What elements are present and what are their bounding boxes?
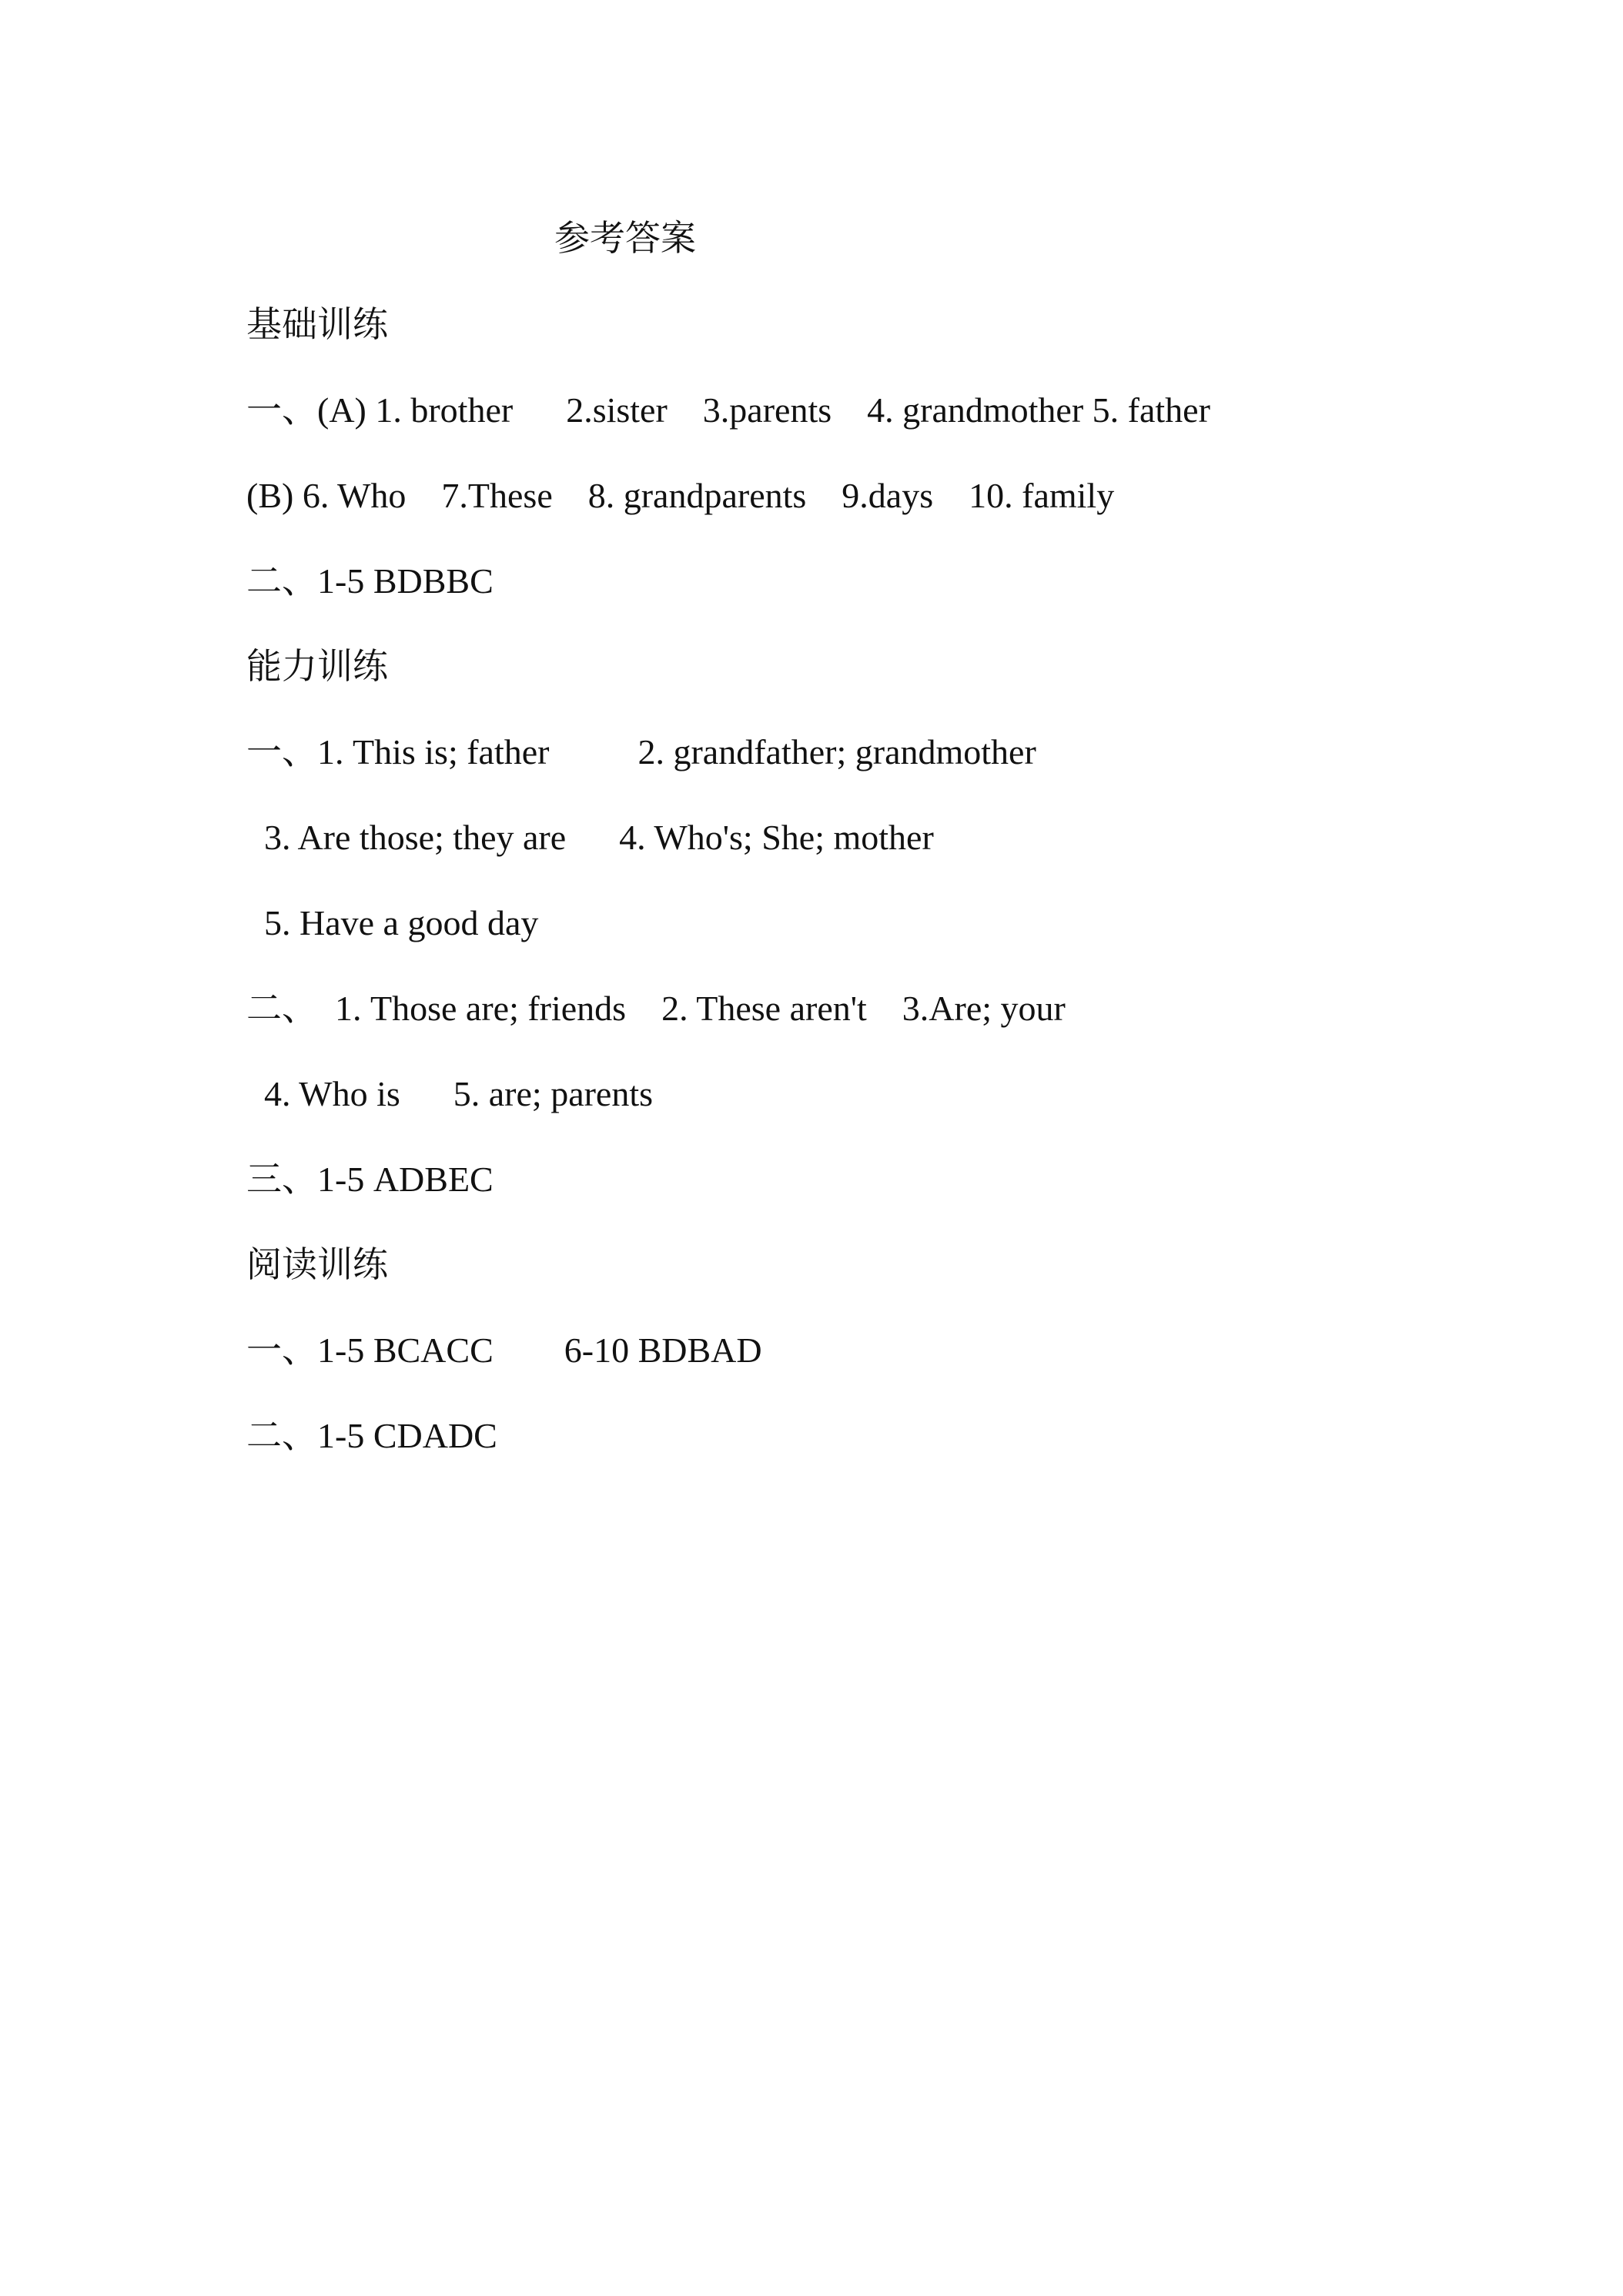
answer-line: 一、(A) 1. brother 2.sister 3.parents 4. grandmother 5. father [246,390,1210,430]
answer-line: 三、1-5 ADBEC [246,1160,494,1199]
section-heading-basic-training: 基础训练 [246,305,388,344]
answer-line: 二、1-5 CDADC [246,1416,497,1455]
answer-line: 二、 1. Those are; friends 2. These aren't 3.Are; your [246,989,1066,1028]
page-title: 参考答案 [554,219,696,258]
answer-line: 一、1. This is; father 2. grandfather; grandmother [246,732,1036,771]
section-heading-ability-training: 能力训练 [246,647,388,686]
section-heading-reading-training: 阅读训练 [246,1245,388,1284]
answer-line: 一、1-5 BCACC 6-10 BDBAD [246,1330,762,1370]
answer-line: (B) 6. Who 7.These 8. grandparents 9.days 10. family [246,476,1115,515]
answer-line: 二、1-5 BDBBC [246,561,494,601]
answer-line: 5. Have a good day [246,903,539,942]
answer-line: 3. Are those; they are 4. Who's; She; mother [246,818,934,857]
answer-line: 4. Who is 5. are; parents [246,1074,654,1113]
